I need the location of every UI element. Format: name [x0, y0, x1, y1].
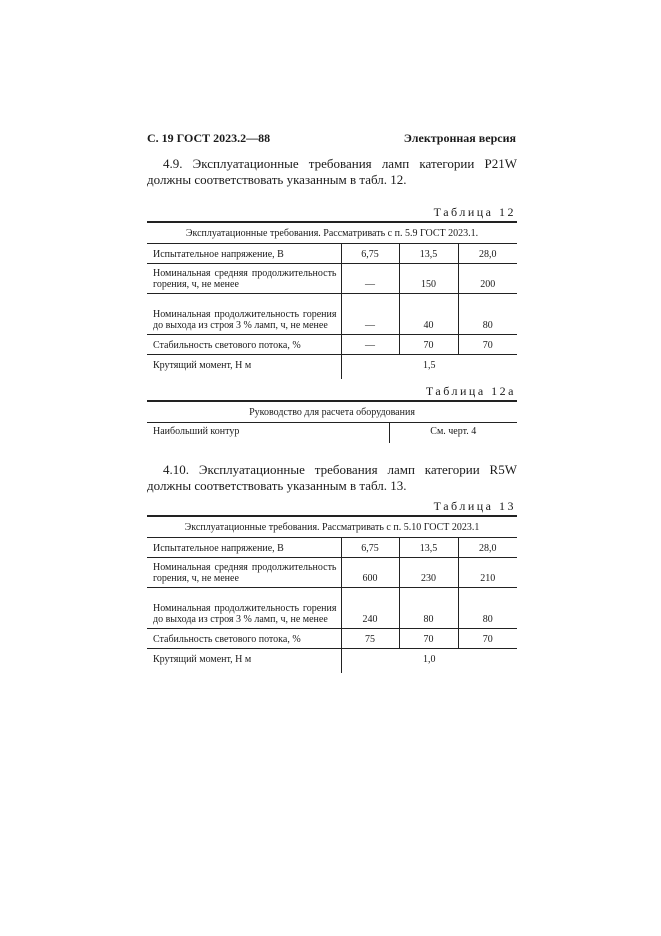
cell-value: 80 — [458, 294, 517, 335]
cell-value: 40 — [399, 294, 458, 335]
table-13 — [147, 515, 517, 673]
cell-value: 150 — [399, 264, 458, 294]
row-label: Крутящий момент, Н м — [153, 359, 252, 371]
cell-value: 75 — [341, 629, 399, 649]
row-label: Номинальная продолжительность горения до выхода из строя 3 % ламп, ч, не менее — [147, 294, 341, 335]
row-label: Крутящий момент, Н м — [153, 653, 252, 665]
cell-value: 1,0 — [341, 649, 517, 673]
row-label: Наибольший контур — [153, 425, 240, 437]
cell-value: 200 — [458, 264, 517, 294]
table-12-title-row — [147, 222, 517, 244]
cell-value: — — [341, 335, 399, 355]
table-row — [147, 629, 517, 649]
table-row — [147, 335, 517, 355]
page-header-right: Электронная версия — [403, 131, 516, 145]
row-label: Стабильность светового потока, % — [147, 335, 341, 355]
table-12-caption: Таблица 12 — [433, 205, 516, 219]
table-13-caption: Таблица 13 — [433, 499, 516, 513]
table-row — [147, 294, 517, 335]
row-label: Номинальная средняя продолжительность горения, ч, не менее — [147, 558, 341, 588]
cell-value: 80 — [399, 588, 458, 629]
table-row — [147, 423, 517, 443]
row-label: Номинальная продолжительность горения до выхода из строя 3 % ламп, ч, не менее — [147, 588, 341, 629]
row-label: Испытательное напряжение, В — [147, 538, 341, 558]
cell-value: 80 — [458, 588, 517, 629]
row-label: Испытательное напряжение, В — [147, 244, 341, 264]
table-row — [147, 538, 517, 558]
table-13-title: Эксплуатационные требования. Рассматривать с п. 5.10 ГОСТ 2023.1 — [147, 516, 517, 538]
table-12a-title: Руководство для расчета оборудования — [147, 401, 517, 423]
cell-value: 70 — [458, 629, 517, 649]
cell-value: — — [341, 294, 399, 335]
cell-value: 240 — [341, 588, 399, 629]
cell-value: 6,75 — [341, 244, 399, 264]
page-header-left: С. 19 ГОСТ 2023.2—88 — [147, 131, 271, 145]
cell-value: 600 — [341, 558, 399, 588]
table-row — [147, 355, 517, 379]
cell-value: 70 — [399, 335, 458, 355]
cell-value: 70 — [399, 629, 458, 649]
cell-value: 13,5 — [399, 538, 458, 558]
cell-value: 6,75 — [341, 538, 399, 558]
paragraph-4-9: 4.9. Эксплуатационные требования ламп категории P21W должны соответствовать указанным в табл. 12. — [147, 156, 517, 187]
table-12 — [147, 221, 517, 379]
cell-value: 210 — [458, 558, 517, 588]
table-12a-title-row — [147, 401, 517, 423]
table-row — [147, 588, 517, 629]
table-row — [147, 264, 517, 294]
row-label: Номинальная средняя продолжительность горения, ч, не менее — [147, 264, 341, 294]
table-row — [147, 244, 517, 264]
cell-value: 28,0 — [458, 244, 517, 264]
cell-value: 70 — [458, 335, 517, 355]
cell-value: 230 — [399, 558, 458, 588]
table-12a — [147, 400, 517, 443]
cell-value: 13,5 — [399, 244, 458, 264]
cell-value: 28,0 — [458, 538, 517, 558]
table-12-title: Эксплуатационные требования. Рассматривать с п. 5.9 ГОСТ 2023.1. — [147, 222, 517, 244]
paragraph-4-10: 4.10. Эксплуатационные требования ламп категории R5W должны соответствовать указанным в табл. 13. — [147, 462, 517, 493]
cell-value: 1,5 — [341, 355, 517, 379]
table-row — [147, 649, 517, 673]
table-row — [147, 558, 517, 588]
cell-value: — — [341, 264, 399, 294]
table-13-title-row — [147, 516, 517, 538]
table-12a-caption: Таблица 12а — [425, 384, 516, 398]
row-label: Стабильность светового потока, % — [147, 629, 341, 649]
cell-value: См. черт. 4 — [389, 423, 517, 443]
